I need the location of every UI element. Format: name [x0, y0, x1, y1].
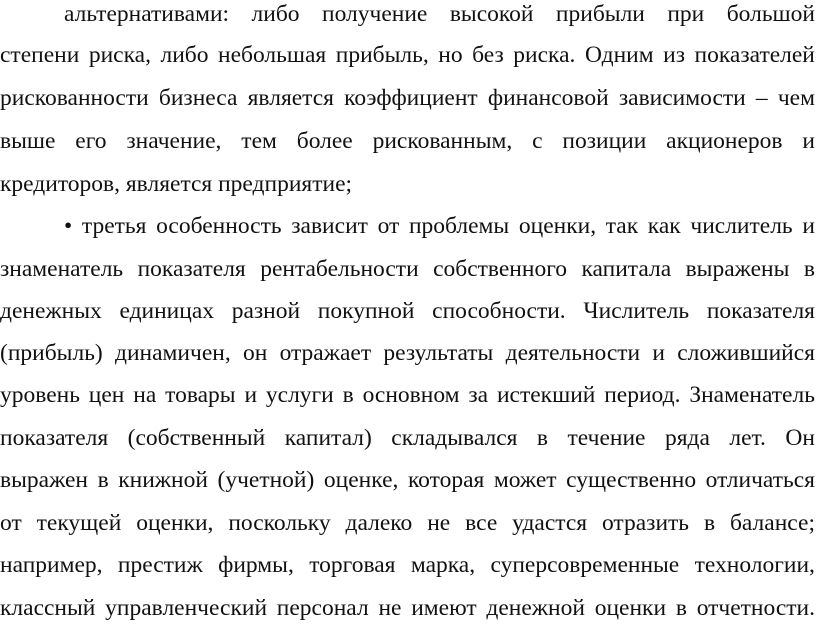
word: отразить	[601, 510, 690, 536]
word: так	[605, 213, 639, 239]
word: уровень	[0, 382, 80, 408]
text-line	[0, 466, 815, 494]
word: цен	[88, 382, 125, 408]
word: степени	[0, 42, 80, 68]
word: фирмы,	[218, 552, 294, 578]
word: –	[755, 85, 768, 111]
word: в	[97, 467, 109, 493]
text-line	[0, 424, 815, 452]
word: капитал)	[284, 425, 372, 451]
word: способности.	[432, 298, 566, 324]
text-line	[0, 339, 815, 367]
word: оценки,	[518, 213, 597, 239]
word: и	[652, 340, 665, 366]
word: период.	[604, 382, 681, 408]
word: оценки	[594, 595, 667, 621]
word: в	[536, 425, 549, 451]
word: истекший	[496, 382, 596, 408]
word: в	[703, 510, 716, 536]
word: за	[468, 382, 489, 408]
word: особенность	[156, 213, 282, 239]
word: выражены	[685, 256, 790, 282]
word: является	[247, 85, 334, 111]
word: значение,	[126, 128, 222, 154]
word: поскольку	[228, 510, 331, 536]
word: с	[532, 128, 543, 154]
word: оценке,	[323, 467, 399, 493]
word: Числитель	[583, 298, 690, 324]
word: классный	[0, 595, 96, 621]
word: третья	[81, 213, 147, 239]
word: балансе;	[729, 510, 815, 536]
word: Знаменатель	[689, 382, 815, 408]
word: показателя	[137, 256, 246, 282]
text-line	[0, 381, 815, 409]
word: при	[667, 1, 705, 27]
word: может	[493, 467, 557, 493]
word: ряда	[664, 425, 710, 451]
word: не	[378, 595, 402, 621]
text-line	[0, 297, 815, 325]
word: и	[244, 382, 258, 408]
word: знаменатель	[0, 256, 124, 282]
word: услуги	[265, 382, 334, 408]
word: персонал	[276, 595, 369, 621]
word: которая	[407, 467, 485, 493]
bullet-line	[64, 212, 815, 240]
word: капитала	[581, 256, 672, 282]
text-line	[0, 41, 815, 69]
word: рентабельности	[260, 256, 419, 282]
word: (учетной)	[217, 467, 315, 493]
word: как	[647, 213, 681, 239]
word: риска.	[513, 42, 576, 68]
word: далеко	[345, 510, 413, 536]
word: течение	[567, 425, 646, 451]
word: деятельности	[505, 340, 641, 366]
word: управленческий	[105, 595, 268, 621]
word: акционеров	[666, 128, 783, 154]
word: либо	[160, 42, 209, 68]
word: большой	[726, 1, 815, 27]
word: коэффициент	[344, 85, 478, 111]
word: отчетности.	[696, 595, 815, 621]
word: существенно	[566, 467, 697, 493]
word: зависит	[291, 213, 368, 239]
word: •	[64, 213, 73, 239]
word: технологии,	[694, 552, 815, 578]
word: складывался	[391, 425, 518, 451]
word: товары	[165, 382, 236, 408]
word: все	[465, 510, 498, 536]
word: либо	[251, 1, 300, 27]
word: без	[472, 42, 504, 68]
word: (прибыль)	[0, 340, 103, 366]
word: покупной	[317, 298, 415, 324]
word: из	[663, 42, 685, 68]
text-line	[0, 551, 815, 579]
word: результаты	[383, 340, 494, 366]
word: получение	[322, 1, 428, 27]
word: бизнеса	[158, 85, 238, 111]
word: суперсовременные	[490, 552, 680, 578]
word: его	[75, 128, 107, 154]
word: книжной	[118, 467, 208, 493]
text-line	[0, 255, 815, 283]
word: оценки,	[136, 510, 214, 536]
word: в	[803, 256, 815, 282]
word: числитель	[690, 213, 793, 239]
word: удастся	[512, 510, 588, 536]
text-line	[64, 0, 815, 28]
word: на	[133, 382, 157, 408]
word: основном	[362, 382, 460, 408]
word: небольшая	[218, 42, 327, 68]
word: лет.	[729, 425, 766, 451]
word: финансовой	[487, 85, 609, 111]
text-line	[0, 594, 815, 622]
word: не	[427, 510, 451, 536]
word: (собственный	[127, 425, 266, 451]
word: и	[802, 213, 815, 239]
word: более	[296, 128, 353, 154]
word: но	[438, 42, 463, 68]
word: денежной	[486, 595, 585, 621]
word: показателя	[0, 425, 109, 451]
text-line	[0, 84, 815, 112]
word: например,	[0, 552, 103, 578]
word: марка,	[410, 552, 476, 578]
word: в	[342, 382, 354, 408]
word: текущей	[36, 510, 122, 536]
word: от	[377, 213, 400, 239]
word: чем	[777, 85, 815, 111]
word: выражен	[0, 467, 88, 493]
word: проблемы	[408, 213, 510, 239]
word: высокой	[449, 1, 534, 27]
word: отражает	[279, 340, 372, 366]
word: денежных	[0, 298, 102, 324]
text-line	[0, 127, 815, 155]
text-line-last: кредиторов, является предприятие;	[0, 171, 353, 197]
word: отличаться	[705, 467, 815, 493]
word: показателей	[694, 42, 815, 68]
word: престиж	[117, 552, 203, 578]
word: собственного	[433, 256, 568, 282]
word: риска,	[88, 42, 151, 68]
word: прибыли	[555, 1, 645, 27]
word: единицах	[119, 298, 215, 324]
word: разной	[231, 298, 301, 324]
word: динамичен,	[115, 340, 231, 366]
word: имеют	[411, 595, 477, 621]
word: он	[242, 340, 268, 366]
word: в	[675, 595, 687, 621]
word: зависимости	[618, 85, 746, 111]
word: рискованности	[0, 85, 149, 111]
word: от	[0, 510, 22, 536]
word: сложившийся	[677, 340, 815, 366]
word: и	[802, 128, 815, 154]
word: тем	[241, 128, 277, 154]
word: позиции	[562, 128, 647, 154]
word: рискованным,	[372, 128, 513, 154]
word: выше	[0, 128, 56, 154]
word: Он	[785, 425, 815, 451]
word: торговая	[309, 552, 396, 578]
word: альтернативами:	[64, 1, 230, 27]
text-line	[0, 509, 815, 537]
word: Одним	[584, 42, 654, 68]
word: прибыль,	[335, 42, 429, 68]
word: показателя	[706, 298, 815, 324]
